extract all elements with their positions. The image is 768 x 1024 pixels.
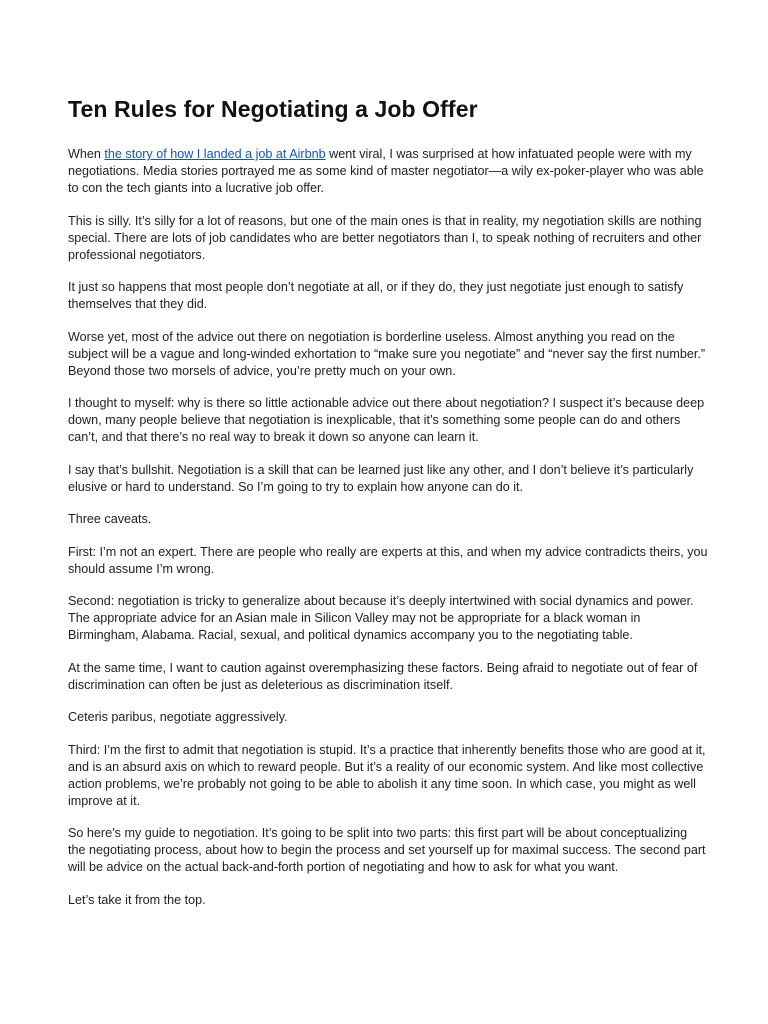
intro-text-start: When: [68, 147, 105, 161]
paragraph-from-top: Let’s take it from the top.: [68, 892, 206, 907]
document-page: [68, 92, 708, 924]
paragraph-silly: This is silly. It’s silly for a lot of reasons, but one of the main ones is that in reality, my negotiation skills are nothing special. There are lots of job candidates who are better negotiators than I, to speak nothing of recruiters and other professional negotiators.: [68, 213, 702, 262]
paragraph-caveat-third: Third: I’m the first to admit that negotiation is stupid. It’s a practice that inherently benefits those who are good at it, and is an absurd axis on which to reward people. But it’s a reality of our economic system. And like most collective action problems, we’re probably not going to be able to abolish it any time soon. In which case, you might as well improve at it.: [68, 742, 706, 808]
paragraph-advice-useless: Worse yet, most of the advice out there on negotiation is borderline useless. Almost anything you read on the subject will be a vague and long-winded exhortation to “make sure you negotiate” and “never say the first number.” Beyond those two morsels of advice, you’re pretty much on your own.: [68, 329, 706, 378]
paragraph-ceteris-paribus: Ceteris paribus, negotiate aggressively.: [68, 710, 288, 724]
paragraph-caution: At the same time, I want to caution against overemphasizing these factors. Being afraid to negotiate out of fear of discrimination can often be just as deleterious as discrimination itself.: [68, 660, 698, 692]
paragraph-caveat-second: Second: negotiation is tricky to generalize about because it’s deeply intertwined with social dynamics and power. The appropriate advice for an Asian male in Silicon Valley may not be appropriate for a black woman in Birmingham, Alabama. Racial, sexual, and political dynamics accompany you to the negotiating table.: [68, 594, 694, 642]
intro-text-end: went viral, I was surprised at how infatuated people were with my negotiations. Media stories portrayed me as some kind of master negotiator—a wily ex-poker-player who was able to con the tech giants into a lucrative job offer.: [68, 147, 704, 195]
intro-paragraph: [68, 146, 708, 197]
paragraph-caveat-first: First: I’m not an expert. There are people who really are experts at this, and when my advice contradicts theirs, you should assume I’m wrong.: [68, 544, 708, 576]
article-title: Ten Rules for Negotiating a Job Offer: [68, 96, 478, 122]
paragraph-most-people: It just so happens that most people don’t negotiate at all, or if they do, they just negotiate just enough to satisfy themselves that they did.: [68, 280, 684, 311]
paragraph-thought: I thought to myself: why is there so little actionable advice out there about negotiation? I suspect it’s because deep down, many people believe that negotiation is inexplicable, that it’s something some people can do and others can’t, and that there’s no real way to break it down so anyone can learn it.: [68, 396, 705, 444]
paragraph-bullshit: I say that’s bullshit. Negotiation is a skill that can be learned just like any other, and I don’t believe it’s particularly elusive or hard to understand. So I’m going to try to explain how anyone can do it.: [68, 462, 694, 494]
paragraph-guide: So here’s my guide to negotiation. It’s going to be split into two parts: this first part will be about conceptualizing the negotiating process, about how to begin the process and set yourself up for maximal success. The second part will be advice on the actual back-and-forth portion of negotiating and how to ask for what you want.: [68, 826, 706, 874]
paragraph-three-caveats: Three caveats.: [68, 512, 152, 526]
airbnb-story-link[interactable]: the story of how I landed a job at Airbnb: [104, 147, 326, 161]
